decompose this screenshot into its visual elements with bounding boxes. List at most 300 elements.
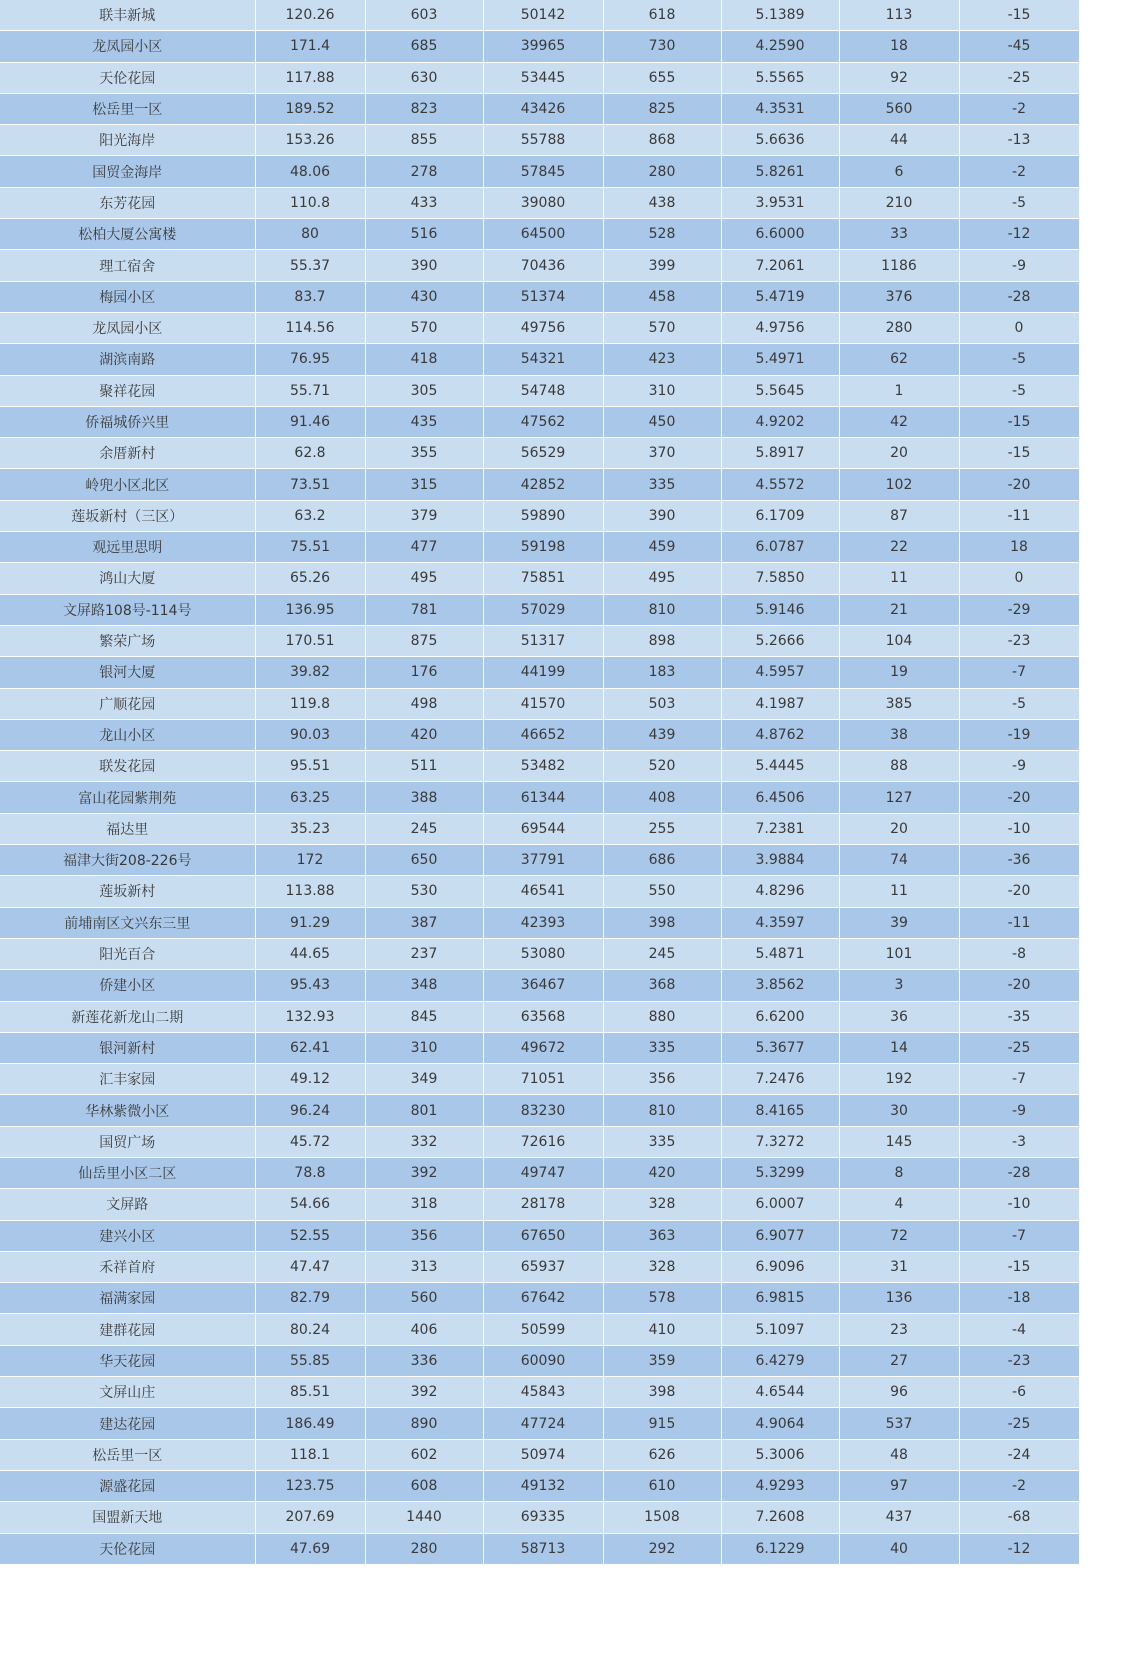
views-cell: 11	[839, 876, 959, 907]
area-cell: 132.93	[255, 1001, 365, 1032]
community-name-cell: 富山花园紫荆苑	[0, 782, 255, 813]
table-row	[0, 1502, 1079, 1533]
price-cell: 310	[365, 1032, 483, 1063]
price-cell: 176	[365, 657, 483, 688]
community-name-cell: 东芳花园	[0, 187, 255, 218]
change-cell: -15	[959, 406, 1079, 437]
area-cell: 110.8	[255, 187, 365, 218]
area-cell: 123.75	[255, 1470, 365, 1501]
listing-price-cell: 578	[603, 1283, 721, 1314]
community-name-cell: 天伦花园	[0, 1533, 255, 1564]
price-cell: 315	[365, 469, 483, 500]
unit-price-cell: 64500	[483, 219, 603, 250]
ratio-cell: 6.6000	[721, 219, 839, 250]
ratio-cell: 5.1097	[721, 1314, 839, 1345]
change-cell: -24	[959, 1439, 1079, 1470]
change-cell: -19	[959, 719, 1079, 750]
unit-price-cell: 46652	[483, 719, 603, 750]
ratio-cell: 6.1709	[721, 500, 839, 531]
community-name-cell: 龙凤园小区	[0, 31, 255, 62]
area-cell: 95.43	[255, 970, 365, 1001]
table-row	[0, 1439, 1079, 1470]
listing-price-cell: 880	[603, 1001, 721, 1032]
change-cell: -7	[959, 1220, 1079, 1251]
unit-price-cell: 59890	[483, 500, 603, 531]
change-cell: -25	[959, 1032, 1079, 1063]
area-cell: 80	[255, 219, 365, 250]
listing-price-cell: 610	[603, 1470, 721, 1501]
ratio-cell: 4.9756	[721, 312, 839, 343]
table-row	[0, 688, 1079, 719]
table-row	[0, 375, 1079, 406]
views-cell: 14	[839, 1032, 959, 1063]
area-cell: 76.95	[255, 344, 365, 375]
price-cell: 570	[365, 312, 483, 343]
table-row	[0, 406, 1079, 437]
community-name-cell: 莲坂新村（三区）	[0, 500, 255, 531]
table-row	[0, 1251, 1079, 1282]
unit-price-cell: 53482	[483, 751, 603, 782]
community-name-cell: 福达里	[0, 813, 255, 844]
table-row	[0, 1064, 1079, 1095]
price-cell: 685	[365, 31, 483, 62]
unit-price-cell: 42393	[483, 907, 603, 938]
community-name-cell: 华天花园	[0, 1345, 255, 1376]
area-cell: 120.26	[255, 0, 365, 31]
change-cell: -6	[959, 1377, 1079, 1408]
area-cell: 82.79	[255, 1283, 365, 1314]
community-name-cell: 源盛花园	[0, 1470, 255, 1501]
table-row	[0, 187, 1079, 218]
price-cell: 530	[365, 876, 483, 907]
table-row	[0, 532, 1079, 563]
ratio-cell: 7.5850	[721, 563, 839, 594]
listing-price-cell: 335	[603, 1032, 721, 1063]
change-cell: 18	[959, 532, 1079, 563]
community-name-cell: 侨福城侨兴里	[0, 406, 255, 437]
views-cell: 210	[839, 187, 959, 218]
listing-price-cell: 438	[603, 187, 721, 218]
area-cell: 118.1	[255, 1439, 365, 1470]
price-cell: 349	[365, 1064, 483, 1095]
listing-price-cell: 810	[603, 1095, 721, 1126]
community-name-cell: 阳光海岸	[0, 125, 255, 156]
views-cell: 4	[839, 1189, 959, 1220]
unit-price-cell: 37791	[483, 845, 603, 876]
change-cell: -20	[959, 970, 1079, 1001]
listing-price-cell: 439	[603, 719, 721, 750]
ratio-cell: 6.4506	[721, 782, 839, 813]
views-cell: 62	[839, 344, 959, 375]
table-row	[0, 281, 1079, 312]
change-cell: -11	[959, 500, 1079, 531]
ratio-cell: 5.5645	[721, 375, 839, 406]
change-cell: -3	[959, 1126, 1079, 1157]
price-cell: 650	[365, 845, 483, 876]
price-cell: 630	[365, 62, 483, 93]
views-cell: 23	[839, 1314, 959, 1345]
price-cell: 477	[365, 532, 483, 563]
table-row	[0, 0, 1079, 31]
area-cell: 62.8	[255, 438, 365, 469]
listing-price-cell: 356	[603, 1064, 721, 1095]
price-cell: 1440	[365, 1502, 483, 1533]
views-cell: 376	[839, 281, 959, 312]
views-cell: 27	[839, 1345, 959, 1376]
unit-price-cell: 57029	[483, 594, 603, 625]
table-row	[0, 782, 1079, 813]
ratio-cell: 4.1987	[721, 688, 839, 719]
listing-price-cell: 825	[603, 93, 721, 124]
views-cell: 40	[839, 1533, 959, 1564]
views-cell: 39	[839, 907, 959, 938]
unit-price-cell: 56529	[483, 438, 603, 469]
listing-price-cell: 626	[603, 1439, 721, 1470]
table-row	[0, 1533, 1079, 1564]
listing-price-cell: 335	[603, 1126, 721, 1157]
ratio-cell: 5.8917	[721, 438, 839, 469]
ratio-cell: 6.1229	[721, 1533, 839, 1564]
community-name-cell: 岭兜小区北区	[0, 469, 255, 500]
views-cell: 101	[839, 938, 959, 969]
community-name-cell: 理工宿舍	[0, 250, 255, 281]
ratio-cell: 5.1389	[721, 0, 839, 31]
table-row	[0, 1157, 1079, 1188]
community-name-cell: 银河大厦	[0, 657, 255, 688]
change-cell: -5	[959, 375, 1079, 406]
area-cell: 189.52	[255, 93, 365, 124]
ratio-cell: 4.8296	[721, 876, 839, 907]
area-cell: 44.65	[255, 938, 365, 969]
area-cell: 172	[255, 845, 365, 876]
table-row	[0, 125, 1079, 156]
community-name-cell: 文屏路	[0, 1189, 255, 1220]
views-cell: 113	[839, 0, 959, 31]
area-cell: 113.88	[255, 876, 365, 907]
unit-price-cell: 57845	[483, 156, 603, 187]
table-row	[0, 1408, 1079, 1439]
table-row	[0, 156, 1079, 187]
ratio-cell: 5.3299	[721, 1157, 839, 1188]
price-cell: 495	[365, 563, 483, 594]
area-cell: 63.2	[255, 500, 365, 531]
unit-price-cell: 72616	[483, 1126, 603, 1157]
price-cell: 406	[365, 1314, 483, 1345]
unit-price-cell: 69544	[483, 813, 603, 844]
price-cell: 781	[365, 594, 483, 625]
community-name-cell: 龙山小区	[0, 719, 255, 750]
ratio-cell: 6.9096	[721, 1251, 839, 1282]
area-cell: 62.41	[255, 1032, 365, 1063]
views-cell: 33	[839, 219, 959, 250]
ratio-cell: 4.9293	[721, 1470, 839, 1501]
views-cell: 97	[839, 1470, 959, 1501]
community-name-cell: 梅园小区	[0, 281, 255, 312]
ratio-cell: 6.6200	[721, 1001, 839, 1032]
unit-price-cell: 67650	[483, 1220, 603, 1251]
ratio-cell: 6.9077	[721, 1220, 839, 1251]
community-name-cell: 聚祥花园	[0, 375, 255, 406]
views-cell: 280	[839, 312, 959, 343]
views-cell: 437	[839, 1502, 959, 1533]
table-row	[0, 438, 1079, 469]
ratio-cell: 5.9146	[721, 594, 839, 625]
area-cell: 91.46	[255, 406, 365, 437]
table-row	[0, 594, 1079, 625]
change-cell: -2	[959, 156, 1079, 187]
views-cell: 38	[839, 719, 959, 750]
unit-price-cell: 75851	[483, 563, 603, 594]
listing-price-cell: 686	[603, 845, 721, 876]
unit-price-cell: 46541	[483, 876, 603, 907]
community-name-cell: 国盟新天地	[0, 1502, 255, 1533]
unit-price-cell: 51374	[483, 281, 603, 312]
table-row	[0, 469, 1079, 500]
price-cell: 855	[365, 125, 483, 156]
change-cell: -23	[959, 1345, 1079, 1376]
table-row	[0, 657, 1079, 688]
community-name-cell: 阳光百合	[0, 938, 255, 969]
change-cell: -20	[959, 469, 1079, 500]
ratio-cell: 5.4445	[721, 751, 839, 782]
table-row	[0, 876, 1079, 907]
table-row	[0, 219, 1079, 250]
views-cell: 385	[839, 688, 959, 719]
views-cell: 48	[839, 1439, 959, 1470]
community-name-cell: 福满家园	[0, 1283, 255, 1314]
views-cell: 145	[839, 1126, 959, 1157]
ratio-cell: 3.8562	[721, 970, 839, 1001]
listing-price-cell: 368	[603, 970, 721, 1001]
price-cell: 392	[365, 1377, 483, 1408]
community-name-cell: 联发花园	[0, 751, 255, 782]
ratio-cell: 6.4279	[721, 1345, 839, 1376]
unit-price-cell: 65937	[483, 1251, 603, 1282]
table-row	[0, 500, 1079, 531]
views-cell: 1186	[839, 250, 959, 281]
listing-price-cell: 398	[603, 907, 721, 938]
community-name-cell: 鸿山大厦	[0, 563, 255, 594]
price-cell: 433	[365, 187, 483, 218]
ratio-cell: 5.5565	[721, 62, 839, 93]
change-cell: -9	[959, 1095, 1079, 1126]
listing-price-cell: 503	[603, 688, 721, 719]
ratio-cell: 7.2061	[721, 250, 839, 281]
ratio-cell: 6.9815	[721, 1283, 839, 1314]
listing-price-cell: 363	[603, 1220, 721, 1251]
price-cell: 332	[365, 1126, 483, 1157]
listing-price-cell: 255	[603, 813, 721, 844]
unit-price-cell: 39965	[483, 31, 603, 62]
unit-price-cell: 28178	[483, 1189, 603, 1220]
listing-price-cell: 335	[603, 469, 721, 500]
table-row	[0, 1345, 1079, 1376]
ratio-cell: 7.3272	[721, 1126, 839, 1157]
price-cell: 356	[365, 1220, 483, 1251]
community-name-cell: 广顺花园	[0, 688, 255, 719]
price-cell: 390	[365, 250, 483, 281]
listing-price-cell: 618	[603, 0, 721, 31]
table-row	[0, 93, 1079, 124]
ratio-cell: 4.5572	[721, 469, 839, 500]
area-cell: 47.47	[255, 1251, 365, 1282]
listing-price-cell: 450	[603, 406, 721, 437]
views-cell: 18	[839, 31, 959, 62]
area-cell: 75.51	[255, 532, 365, 563]
ratio-cell: 5.4871	[721, 938, 839, 969]
table-row	[0, 625, 1079, 656]
change-cell: -15	[959, 438, 1079, 469]
area-cell: 65.26	[255, 563, 365, 594]
community-name-cell: 建兴小区	[0, 1220, 255, 1251]
unit-price-cell: 54748	[483, 375, 603, 406]
ratio-cell: 6.0007	[721, 1189, 839, 1220]
listing-price-cell: 292	[603, 1533, 721, 1564]
price-cell: 388	[365, 782, 483, 813]
views-cell: 22	[839, 532, 959, 563]
unit-price-cell: 44199	[483, 657, 603, 688]
views-cell: 92	[839, 62, 959, 93]
community-name-cell: 建达花园	[0, 1408, 255, 1439]
table-row	[0, 813, 1079, 844]
area-cell: 54.66	[255, 1189, 365, 1220]
price-cell: 875	[365, 625, 483, 656]
community-name-cell: 莲坂新村	[0, 876, 255, 907]
listing-price-cell: 408	[603, 782, 721, 813]
listing-price-cell: 423	[603, 344, 721, 375]
change-cell: -18	[959, 1283, 1079, 1314]
unit-price-cell: 50142	[483, 0, 603, 31]
change-cell: -9	[959, 250, 1079, 281]
views-cell: 192	[839, 1064, 959, 1095]
change-cell: -10	[959, 1189, 1079, 1220]
change-cell: 0	[959, 312, 1079, 343]
views-cell: 537	[839, 1408, 959, 1439]
views-cell: 6	[839, 156, 959, 187]
area-cell: 48.06	[255, 156, 365, 187]
area-cell: 119.8	[255, 688, 365, 719]
unit-price-cell: 59198	[483, 532, 603, 563]
change-cell: -2	[959, 93, 1079, 124]
unit-price-cell: 69335	[483, 1502, 603, 1533]
listing-price-cell: 898	[603, 625, 721, 656]
change-cell: -5	[959, 187, 1079, 218]
table-row	[0, 1377, 1079, 1408]
views-cell: 102	[839, 469, 959, 500]
table-row	[0, 1126, 1079, 1157]
area-cell: 55.85	[255, 1345, 365, 1376]
ratio-cell: 5.2666	[721, 625, 839, 656]
community-name-cell: 华林紫微小区	[0, 1095, 255, 1126]
unit-price-cell: 70436	[483, 250, 603, 281]
ratio-cell: 4.6544	[721, 1377, 839, 1408]
area-cell: 207.69	[255, 1502, 365, 1533]
views-cell: 20	[839, 813, 959, 844]
area-cell: 39.82	[255, 657, 365, 688]
change-cell: -5	[959, 688, 1079, 719]
unit-price-cell: 47562	[483, 406, 603, 437]
price-cell: 355	[365, 438, 483, 469]
community-name-cell: 繁荣广场	[0, 625, 255, 656]
area-cell: 52.55	[255, 1220, 365, 1251]
views-cell: 74	[839, 845, 959, 876]
area-cell: 45.72	[255, 1126, 365, 1157]
community-name-cell: 松柏大厦公寓楼	[0, 219, 255, 250]
price-cell: 280	[365, 1533, 483, 1564]
price-cell: 516	[365, 219, 483, 250]
ratio-cell: 4.5957	[721, 657, 839, 688]
table-row	[0, 751, 1079, 782]
price-cell: 392	[365, 1157, 483, 1188]
ratio-cell: 7.2608	[721, 1502, 839, 1533]
price-cell: 336	[365, 1345, 483, 1376]
change-cell: -68	[959, 1502, 1079, 1533]
change-cell: -36	[959, 845, 1079, 876]
unit-price-cell: 36467	[483, 970, 603, 1001]
listing-price-cell: 570	[603, 312, 721, 343]
price-cell: 435	[365, 406, 483, 437]
change-cell: -2	[959, 1470, 1079, 1501]
change-cell: -7	[959, 657, 1079, 688]
ratio-cell: 4.2590	[721, 31, 839, 62]
unit-price-cell: 50599	[483, 1314, 603, 1345]
listing-price-cell: 528	[603, 219, 721, 250]
community-name-cell: 联丰新城	[0, 0, 255, 31]
listing-price-cell: 915	[603, 1408, 721, 1439]
change-cell: -20	[959, 782, 1079, 813]
area-cell: 186.49	[255, 1408, 365, 1439]
community-name-cell: 松岳里一区	[0, 1439, 255, 1470]
table-row	[0, 1470, 1079, 1501]
price-cell: 511	[365, 751, 483, 782]
unit-price-cell: 39080	[483, 187, 603, 218]
price-cell: 237	[365, 938, 483, 969]
change-cell: -12	[959, 1533, 1079, 1564]
change-cell: -9	[959, 751, 1079, 782]
community-name-cell: 文屏山庄	[0, 1377, 255, 1408]
views-cell: 87	[839, 500, 959, 531]
change-cell: -45	[959, 31, 1079, 62]
unit-price-cell: 61344	[483, 782, 603, 813]
unit-price-cell: 67642	[483, 1283, 603, 1314]
listing-price-cell: 550	[603, 876, 721, 907]
area-cell: 153.26	[255, 125, 365, 156]
listing-price-cell: 459	[603, 532, 721, 563]
ratio-cell: 5.3677	[721, 1032, 839, 1063]
community-name-cell: 龙凤园小区	[0, 312, 255, 343]
table-row	[0, 938, 1079, 969]
area-cell: 55.37	[255, 250, 365, 281]
community-name-cell: 湖滨南路	[0, 344, 255, 375]
community-name-cell: 侨建小区	[0, 970, 255, 1001]
change-cell: -25	[959, 62, 1079, 93]
listing-price-cell: 495	[603, 563, 721, 594]
table-row	[0, 1032, 1079, 1063]
area-cell: 114.56	[255, 312, 365, 343]
views-cell: 30	[839, 1095, 959, 1126]
views-cell: 44	[839, 125, 959, 156]
listing-price-cell: 399	[603, 250, 721, 281]
views-cell: 8	[839, 1157, 959, 1188]
change-cell: -29	[959, 594, 1079, 625]
price-cell: 418	[365, 344, 483, 375]
unit-price-cell: 55788	[483, 125, 603, 156]
table-row	[0, 1095, 1079, 1126]
community-name-cell: 福津大街208-226号	[0, 845, 255, 876]
community-name-cell: 前埔南区文兴东三里	[0, 907, 255, 938]
unit-price-cell: 60090	[483, 1345, 603, 1376]
area-cell: 35.23	[255, 813, 365, 844]
